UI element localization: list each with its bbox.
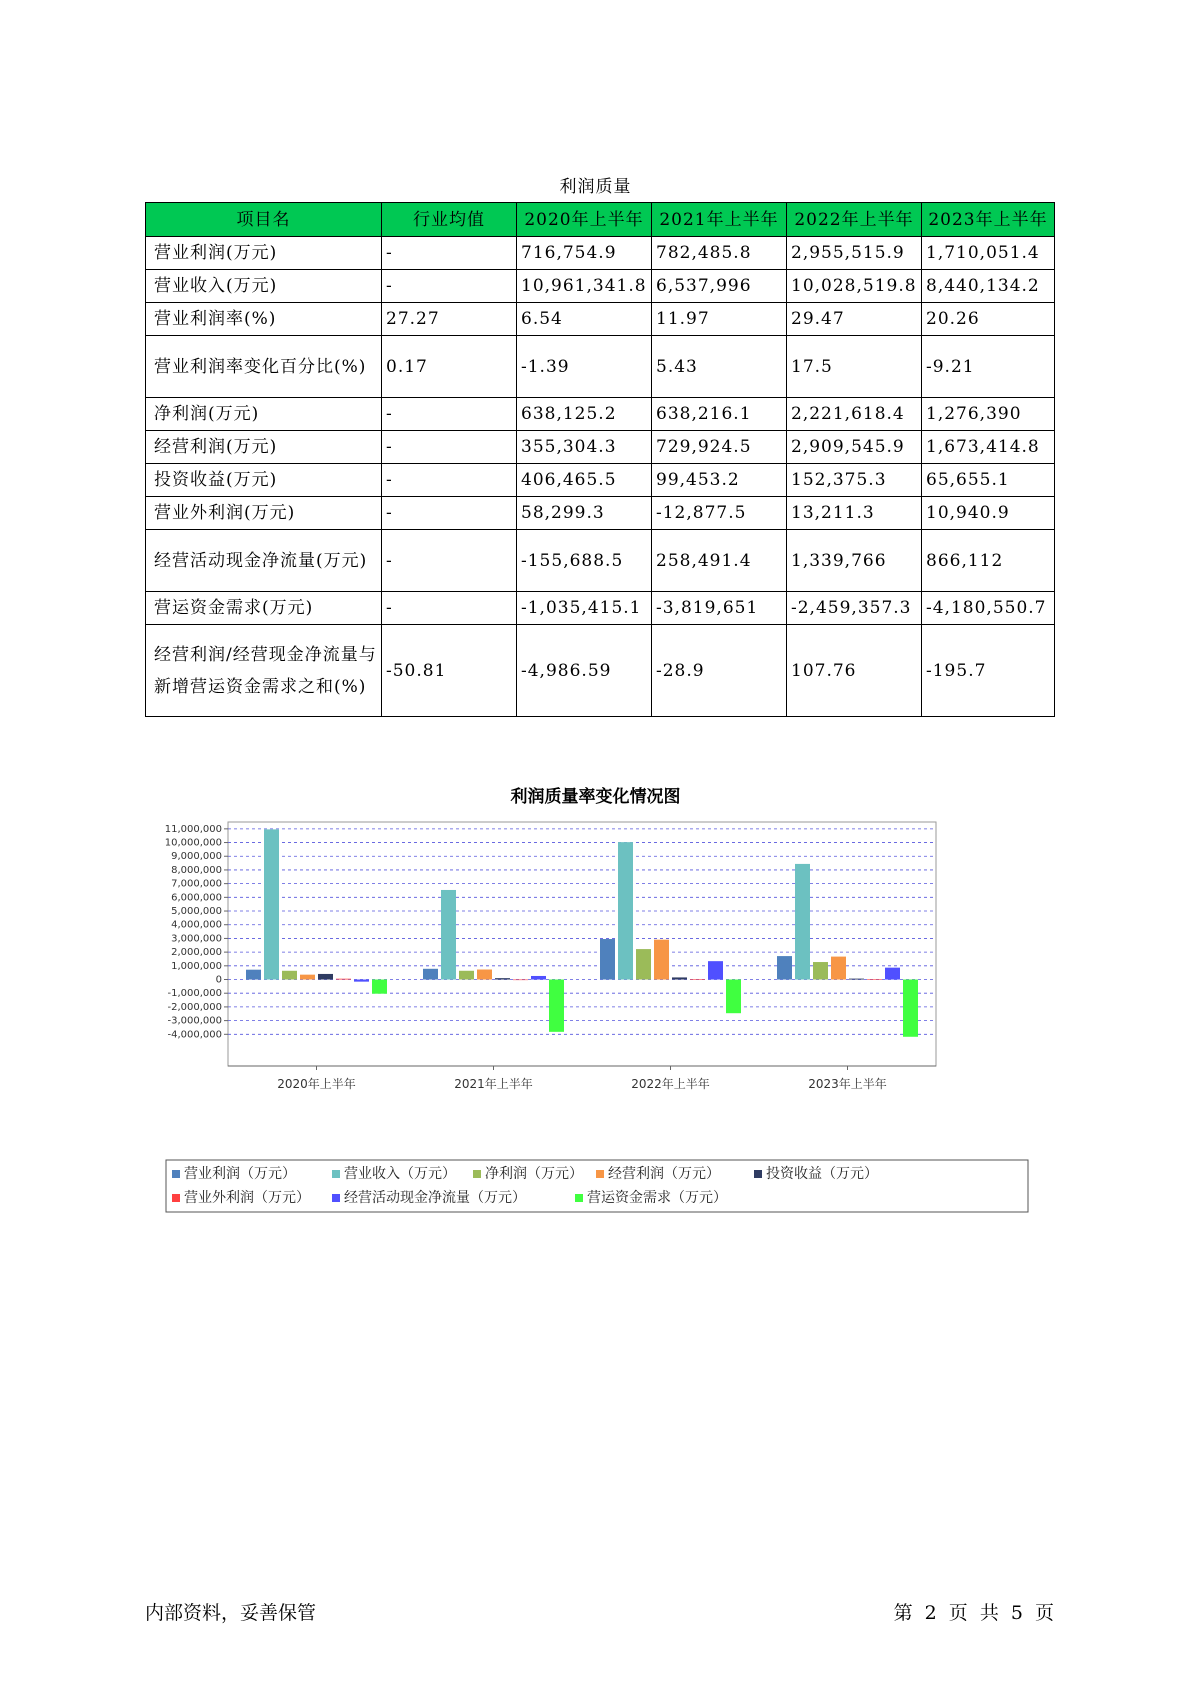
table-cell: 866,112 xyxy=(922,530,1055,592)
table-cell: 10,028,519.8 xyxy=(787,270,922,303)
table-row xyxy=(146,497,1055,530)
table-cell: 0.17 xyxy=(382,336,517,398)
table-cell: 99,453.2 xyxy=(652,464,787,497)
table-row xyxy=(146,398,1055,431)
row-label: 营业利润率(%) xyxy=(146,303,382,336)
legend-label: 营运资金需求（万元） xyxy=(587,1190,727,1206)
bar xyxy=(246,970,261,980)
table-cell: 29.47 xyxy=(787,303,922,336)
bar xyxy=(459,971,474,980)
y-tick-label: 0 xyxy=(215,974,222,986)
bar xyxy=(885,968,900,980)
y-tick-label: 7,000,000 xyxy=(171,878,222,890)
y-tick-label: 6,000,000 xyxy=(171,892,222,904)
table-cell: 107.76 xyxy=(787,625,922,717)
row-label: 经营利润(万元) xyxy=(146,431,382,464)
bar xyxy=(531,976,546,980)
bar xyxy=(282,971,297,980)
legend-swatch xyxy=(172,1194,180,1202)
bar xyxy=(600,939,615,979)
column-header: 2023年上半年 xyxy=(922,203,1055,237)
bar xyxy=(441,890,456,980)
x-tick-label: 2022年上半年 xyxy=(631,1077,710,1091)
table-cell: -12,877.5 xyxy=(652,497,787,530)
table-cell: 355,304.3 xyxy=(517,431,652,464)
table-row xyxy=(146,464,1055,497)
table-cell: 1,276,390 xyxy=(922,398,1055,431)
y-tick-label: 1,000,000 xyxy=(171,960,222,972)
table-cell: -3,819,651 xyxy=(652,592,787,625)
table-cell: 406,465.5 xyxy=(517,464,652,497)
table-cell: 65,655.1 xyxy=(922,464,1055,497)
legend-swatch xyxy=(596,1170,604,1178)
row-label: 净利润(万元) xyxy=(146,398,382,431)
legend-label: 经营利润（万元） xyxy=(608,1166,720,1182)
column-header: 行业均值 xyxy=(382,203,517,237)
legend-swatch xyxy=(575,1194,583,1202)
y-tick-label: 9,000,000 xyxy=(171,851,222,863)
table-cell: 782,485.8 xyxy=(652,237,787,270)
table-row xyxy=(146,336,1055,398)
table-row xyxy=(146,303,1055,336)
row-label: 投资收益(万元) xyxy=(146,464,382,497)
bar xyxy=(672,977,687,979)
table-row xyxy=(146,625,1055,717)
table-cell: 2,221,618.4 xyxy=(787,398,922,431)
table-cell: 58,299.3 xyxy=(517,497,652,530)
table-cell: - xyxy=(382,237,517,270)
table-row xyxy=(146,592,1055,625)
table-cell: 1,673,414.8 xyxy=(922,431,1055,464)
table-row xyxy=(146,270,1055,303)
bar xyxy=(777,956,792,979)
legend-swatch xyxy=(172,1170,180,1178)
table-row xyxy=(146,530,1055,592)
table-cell: - xyxy=(382,464,517,497)
table-cell: -195.7 xyxy=(922,625,1055,717)
table-cell: 258,491.4 xyxy=(652,530,787,592)
bar xyxy=(372,980,387,994)
table-row xyxy=(146,237,1055,270)
table-cell: -1,035,415.1 xyxy=(517,592,652,625)
footer-page-number: 第 2 页 共 5 页 xyxy=(893,1602,1054,1624)
table-cell: 6.54 xyxy=(517,303,652,336)
table-cell: 2,909,545.9 xyxy=(787,431,922,464)
table-cell: 152,375.3 xyxy=(787,464,922,497)
table-cell: 8,440,134.2 xyxy=(922,270,1055,303)
row-label: 营业外利润(万元) xyxy=(146,497,382,530)
bar xyxy=(618,842,633,979)
y-tick-label: 10,000,000 xyxy=(164,837,222,849)
column-header: 项目名 xyxy=(146,203,382,237)
bar xyxy=(300,975,315,980)
y-tick-label: -2,000,000 xyxy=(167,1001,222,1013)
legend-label: 净利润（万元） xyxy=(485,1166,583,1182)
chart-title: 利润质量率变化情况图 xyxy=(510,787,681,807)
row-label: 营运资金需求(万元) xyxy=(146,592,382,625)
profit-quality-table xyxy=(145,202,1055,717)
table-title: 利润质量 xyxy=(559,177,632,197)
bar xyxy=(726,980,741,1014)
legend-label: 投资收益（万元） xyxy=(766,1166,878,1182)
table-cell: 1,710,051.4 xyxy=(922,237,1055,270)
table-cell: 27.27 xyxy=(382,303,517,336)
y-tick-label: 2,000,000 xyxy=(171,947,222,959)
table-cell: -2,459,357.3 xyxy=(787,592,922,625)
row-label: 营业利润(万元) xyxy=(146,237,382,270)
table-cell: -28.9 xyxy=(652,625,787,717)
y-tick-label: 4,000,000 xyxy=(171,919,222,931)
y-tick-label: -3,000,000 xyxy=(167,1015,222,1027)
table-cell: -4,180,550.7 xyxy=(922,592,1055,625)
y-tick-label: -1,000,000 xyxy=(167,988,222,1000)
bar xyxy=(690,979,705,980)
table-cell: 5.43 xyxy=(652,336,787,398)
bar xyxy=(903,980,918,1037)
table-cell: 17.5 xyxy=(787,336,922,398)
row-label: 经营利润/经营现金净流量与新增营运资金需求之和(%) xyxy=(146,625,382,717)
table-header-row xyxy=(146,203,1055,237)
y-tick-label: -4,000,000 xyxy=(167,1029,222,1041)
bar xyxy=(795,864,810,980)
bar xyxy=(354,980,369,982)
row-label: 营业收入(万元) xyxy=(146,270,382,303)
x-tick-label: 2023年上半年 xyxy=(808,1077,887,1091)
row-label: 经营活动现金净流量(万元) xyxy=(146,530,382,592)
table-cell: 13,211.3 xyxy=(787,497,922,530)
table-cell: -4,986.59 xyxy=(517,625,652,717)
column-header: 2022年上半年 xyxy=(787,203,922,237)
table-row xyxy=(146,431,1055,464)
y-tick-label: 5,000,000 xyxy=(171,906,222,918)
table-cell: 6,537,996 xyxy=(652,270,787,303)
y-tick-label: 3,000,000 xyxy=(171,933,222,945)
table-cell: -155,688.5 xyxy=(517,530,652,592)
legend-label: 营业收入（万元） xyxy=(344,1166,456,1182)
table-cell: 2,955,515.9 xyxy=(787,237,922,270)
table-cell: -1.39 xyxy=(517,336,652,398)
y-tick-label: 8,000,000 xyxy=(171,864,222,876)
column-header: 2021年上半年 xyxy=(652,203,787,237)
row-label: 营业利润率变化百分比(%) xyxy=(146,336,382,398)
table-cell: 716,754.9 xyxy=(517,237,652,270)
table-cell: 20.26 xyxy=(922,303,1055,336)
table-cell: 10,940.9 xyxy=(922,497,1055,530)
table-cell: 638,125.2 xyxy=(517,398,652,431)
table-cell: 10,961,341.8 xyxy=(517,270,652,303)
profit-quality-bar-chart xyxy=(160,818,1040,1230)
column-header: 2020年上半年 xyxy=(517,203,652,237)
bar xyxy=(495,978,510,979)
table-cell: - xyxy=(382,497,517,530)
legend-label: 营业利润（万元） xyxy=(184,1166,296,1182)
bar xyxy=(636,949,651,979)
bar xyxy=(318,974,333,980)
table-cell: 638,216.1 xyxy=(652,398,787,431)
bar xyxy=(813,962,828,979)
bar xyxy=(849,979,864,980)
table-cell: -50.81 xyxy=(382,625,517,717)
bar xyxy=(708,961,723,979)
bar xyxy=(549,980,564,1032)
bar xyxy=(336,979,351,980)
table-cell: - xyxy=(382,398,517,431)
legend-label: 营业外利润（万元） xyxy=(184,1190,310,1206)
y-tick-label: 11,000,000 xyxy=(164,823,222,835)
legend-swatch xyxy=(473,1170,481,1178)
table-cell: - xyxy=(382,530,517,592)
legend-swatch xyxy=(754,1170,762,1178)
legend-swatch xyxy=(332,1170,340,1178)
bar xyxy=(513,980,528,981)
bar xyxy=(654,940,669,980)
bar xyxy=(867,979,882,980)
x-tick-label: 2020年上半年 xyxy=(277,1077,356,1091)
bar xyxy=(423,969,438,980)
table-cell: -9.21 xyxy=(922,336,1055,398)
bar xyxy=(831,957,846,980)
legend-swatch xyxy=(332,1194,340,1202)
table-cell: - xyxy=(382,592,517,625)
plot-area xyxy=(228,822,936,1066)
bar xyxy=(264,829,279,979)
table-cell: - xyxy=(382,270,517,303)
table-cell: - xyxy=(382,431,517,464)
table-cell: 11.97 xyxy=(652,303,787,336)
table-cell: 1,339,766 xyxy=(787,530,922,592)
x-tick-label: 2021年上半年 xyxy=(454,1077,533,1091)
table-cell: 729,924.5 xyxy=(652,431,787,464)
footer-confidential-note: 内部资料，妥善保管 xyxy=(145,1602,317,1624)
bar xyxy=(477,970,492,980)
legend-label: 经营活动现金净流量（万元） xyxy=(344,1190,526,1206)
